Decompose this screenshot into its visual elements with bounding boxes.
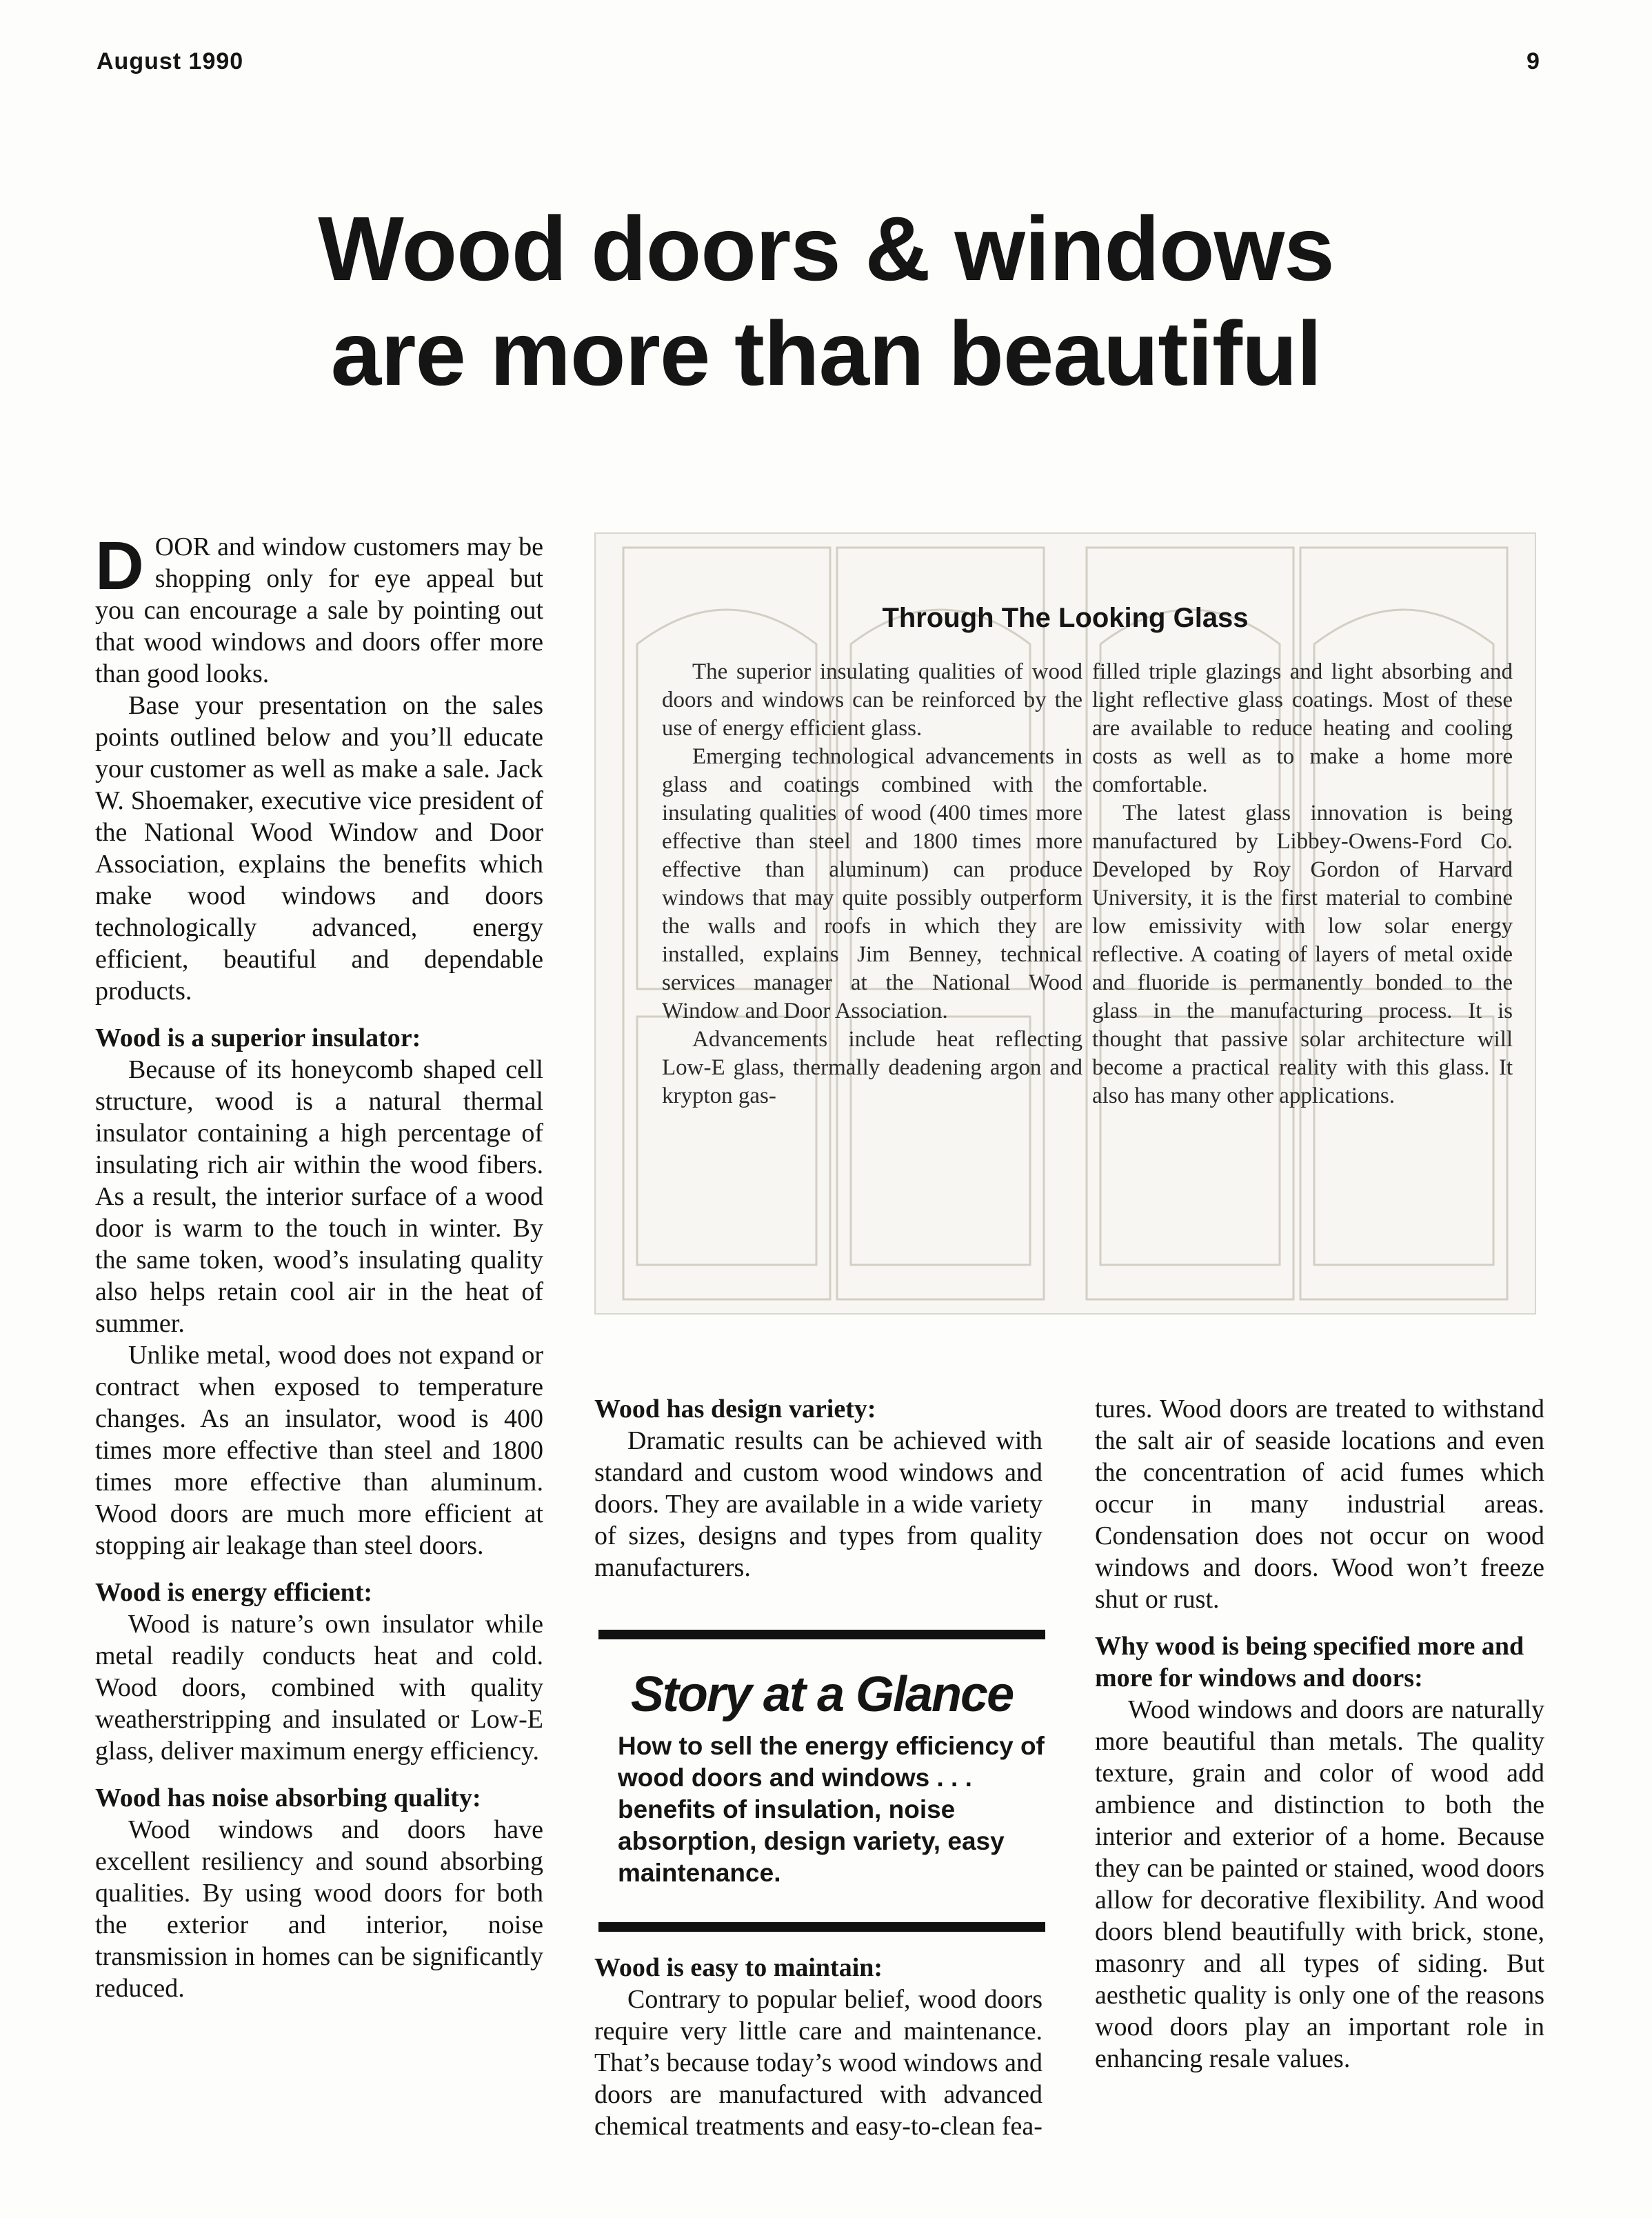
- intro-paragraph: [95, 528, 543, 690]
- top-rule: [598, 1630, 1045, 1639]
- sidebar-paragraph: Advancements include heat reflecting Low-E glass, thermally deadening argon and krypton gas-: [662, 1027, 1082, 1108]
- noise-heading: Wood has noise absorbing quality:: [95, 1784, 481, 1812]
- headline-line-1: Wood doors & windows: [318, 198, 1334, 299]
- insulator-paragraph-1: Because of its honeycomb shaped cell structure, wood is a natural thermal insulator containing a high percentage of insulating rich air within the wood fibers. As a result, the interior surface of a wood door is warm to the touch in winter. By the same token, wood’s insulating quality also helps retain cool air in the heat of summer.: [95, 1055, 543, 1338]
- headline: [0, 197, 1652, 406]
- sidebar-paragraph: The superior insulating qualities of wood doors and windows can be reinforced by the use of energy efficient glass.: [662, 659, 1082, 741]
- glance-body: How to sell the energy efficiency of wood doors and windows . . . benefits of insulation, noise absorption, design variety, easy maintenance.: [618, 1732, 1045, 1887]
- headline-line-2: are more than beautiful: [330, 303, 1322, 404]
- sidebar-box: [594, 532, 1536, 1315]
- column-3: [1095, 1393, 1544, 2075]
- maintain-paragraph: Contrary to popular belief, wood doors require very little care and maintenance. That’s because today’s wood windows and doors are manufactured with advanced chemical treatments and easy-to-clean fea-: [594, 1985, 1042, 2141]
- energy-heading: Wood is energy efficient:: [95, 1578, 373, 1607]
- specified-paragraph: Wood windows and doors are naturally more beautiful than metals. The quality texture, grain and color of wood add ambience and distinction to both the interior and exterior of a home. Because they can be painted or stained, wood doors allow for decorative flexibility. And wood doors blend beautifully with brick, stone, masonry and all types of siding. But aesthetic quality is only one of the reasons wood doors play an important role in enhancing resale values.: [1095, 1695, 1544, 2073]
- sidebar-column-left: [662, 658, 1082, 1110]
- header-date: August 1990: [97, 48, 244, 74]
- intro-paragraph-2: Base your presentation on the sales points outlined below and you’ll educate your customer as well as make a sale. Jack W. Shoemaker, executive vice president of the National Wood Window and Door Association, explains the benefits which make wood windows and doors technologically advanced, energy efficient, beautiful and dependable products.: [95, 691, 543, 1006]
- sidebar-column-right: [1092, 658, 1513, 1110]
- sidebar-paragraph: Emerging technological advancements in glass and coatings combined with the insulating qualities of wood (400 times more effective than steel and 1800 times more effective than aluminum) can produce windows that may quite possibly outperform the walls and roofs in which they are installed, explains Jim Benney, technical services manager at the National Wood Window and Door Association.: [662, 744, 1082, 1023]
- bottom-rule: [598, 1922, 1045, 1932]
- noise-paragraph: Wood windows and doors have excellent resiliency and sound absorbing qualities. By using wood doors for both the exterior and interior, noise transmission in homes can be significantly reduced.: [95, 1815, 543, 2003]
- glance-title: Story at a Glance: [630, 1667, 1014, 1722]
- maintain-heading: Wood is easy to maintain:: [594, 1953, 883, 1982]
- sidebar-paragraph: filled triple glazings and light absorbing and light reflective glass coatings. Most of these are available to reduce heating and cooling costs as well as to make a home more comfortable.: [1092, 659, 1513, 797]
- maintain-section: [594, 1952, 1042, 2142]
- design-heading: Wood has design variety:: [594, 1395, 876, 1423]
- column-1: [95, 528, 543, 2004]
- column-2: [594, 1393, 1042, 1583]
- design-paragraph: Dramatic results can be achieved with standard and custom wood windows and doors. They are available in a wide variety of sizes, designs and types from quality manufacturers.: [594, 1426, 1042, 1582]
- insulator-paragraph-2: Unlike metal, wood does not expand or contract when exposed to temperature changes. As an insulator, wood is 400 times more effective than steel and 1800 times more effective than aluminum. Wood doors are much more efficient at stopping air leakage than steel doors.: [95, 1341, 543, 1560]
- sidebar-paragraph: The latest glass innovation is being manufactured by Libbey-Owens-Ford Co. Developed by Roy Gordon of Harvard University, it is the first material to combine low emissivity with low solar energy reflective. A coating of layers of metal oxide and fluoride is permanently bonded to the glass in the manufacturing process. It is thought that passive solar architecture will become a practical reality with this glass. It also has many other applications.: [1092, 801, 1513, 1108]
- drop-cap: D: [95, 528, 144, 603]
- specified-heading: Why wood is being specified more and more for windows and doors:: [1095, 1632, 1524, 1692]
- page-number: 9: [1527, 48, 1540, 74]
- insulator-heading: Wood is a superior insulator:: [95, 1023, 421, 1052]
- sidebar-title: Through The Looking Glass: [882, 603, 1249, 633]
- continued-paragraph: tures. Wood doors are treated to withstand the salt air of seaside locations and even the concentration of acid fumes which occur in many industrial areas. Condensation does not occur on wood windows and doors. Wood won’t freeze shut or rust.: [1095, 1395, 1544, 1614]
- intro-text: OOR and window customers may be shopping only for eye appeal but you can encourage a sale by pointing out that wood windows and doors offer more than good looks.: [95, 532, 543, 688]
- story-at-a-glance-box: [598, 1630, 1045, 1932]
- energy-paragraph: Wood is nature’s own insulator while metal readily conducts heat and cold. Wood doors, combined with quality weatherstripping and insulated or Low-E glass, deliver maximum energy efficiency.: [95, 1610, 543, 1766]
